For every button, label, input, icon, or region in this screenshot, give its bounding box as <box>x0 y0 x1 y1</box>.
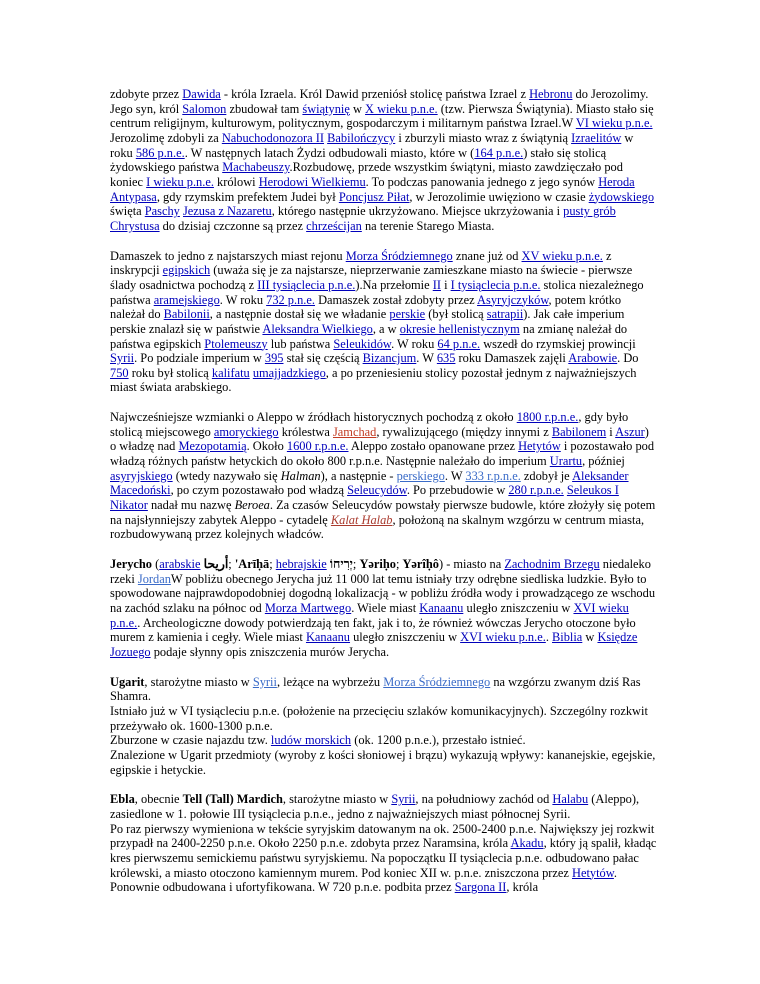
text-run: , króla <box>506 880 539 895</box>
link-perskie[interactable]: perskie <box>389 307 426 322</box>
text-run: roku był stolicą <box>128 365 212 380</box>
text-run: Jerozolimę zdobyli za <box>110 130 222 145</box>
text-run: . W następnych latach Żydzi odbudowali miasto, które w ( <box>184 145 475 160</box>
text-run: do Jerozolimy. Jego syn, król <box>110 87 649 116</box>
text-run: Znalezione w Ugarit przedmioty (wyroby z kości słoniowej i brązu) wykazują wpływy: kananejskie, egejskie, egipskie i hetyckie. <box>110 747 656 777</box>
paragraph-jericho <box>110 557 657 660</box>
link-i-wieku-p-n-e[interactable]: I wieku p.n.e. <box>146 174 214 189</box>
text-run: nadał mu nazwę <box>147 498 235 513</box>
text-run: w roku <box>110 130 634 160</box>
link-164-p-n-e[interactable]: 164 p.n.e. <box>474 145 524 160</box>
link-pusty-gr-b[interactable]: pusty grób <box>563 204 616 219</box>
text-run: , który ją spalił, kładąc kres pierwszemu semickiemu państwu syryjskiemu. Na popoczątku II tysiąclecia p.n.e. odbudowano pałac królewski, a miasto otoczono kamiennym murem. Pod koniec XII w. p.n.e. zniszczona przez <box>110 836 657 880</box>
link-i-tysi-clecia-p-n-e[interactable]: I tysiąclecia p.n.e. <box>450 277 541 292</box>
text-run: ; <box>228 557 235 572</box>
link-xv-wieku-p-n-e[interactable]: XV wieku p.n.e. <box>521 248 603 263</box>
text-run: , w Jerozolimie uwięziono w czasie <box>409 189 589 204</box>
link-akadu[interactable]: Akadu <box>510 836 544 851</box>
text-run: stolica niezależnego państwa <box>110 277 644 307</box>
text-run: królestwa <box>278 424 333 439</box>
text-run: (uważa się je za najstarsze, nieprzerwanie zamieszkane miasto na świecie - pierwsze ślady osadnictwa pochodzą z <box>110 263 633 292</box>
text-run: Aleppo zostało opanowane przez <box>348 439 519 454</box>
text-run: Damaszek to jedno z najstarszych miast rejonu <box>110 248 346 263</box>
paragraph-jerusalem <box>110 87 657 234</box>
link-kalat-halab[interactable]: Kalat Halab <box>330 512 393 527</box>
link-ii[interactable]: II <box>432 277 441 292</box>
link-satrapii[interactable]: satrapii <box>486 307 524 322</box>
text-run: święta <box>110 204 145 219</box>
text-run: Jerycho <box>110 557 152 572</box>
text-run: uległo zniszczeniu w <box>350 630 461 645</box>
text-run: Najwcześniejsze wzmianki o Aleppo w źródłach historycznych pochodzą z około <box>110 410 517 425</box>
text-run: w <box>582 630 598 645</box>
link-jezusa-z-nazaretu[interactable]: Jezusa z Nazaretu <box>182 204 272 219</box>
text-run: i <box>606 424 616 439</box>
link-395[interactable]: 395 <box>264 351 284 366</box>
text-run: ) stało się stolicą żydowskiego państwa <box>110 145 607 175</box>
paragraph-ebla <box>110 792 657 895</box>
text-run: zdobył je <box>520 468 573 483</box>
link-syrii[interactable]: Syrii <box>110 351 135 366</box>
text-run: , po czym pozostawało pod władzą <box>170 483 348 498</box>
text-run: podaje słynny opis zniszczenia murów Jerycha. <box>150 644 390 659</box>
link-asyryjskiego[interactable]: asyryjskiego <box>110 468 173 483</box>
text-run: . Wiele miast <box>351 601 420 615</box>
text-run: , a następnie dostał się we władanie <box>209 307 390 322</box>
text-run: do dzisiaj czczonne są przez <box>159 218 307 233</box>
link-kanaanu[interactable]: Kanaanu <box>305 630 351 645</box>
link-wi-tyni[interactable]: świątynię <box>302 101 350 116</box>
text-run: Beroea <box>234 498 270 513</box>
text-run: w <box>349 101 366 116</box>
text-run: znane już od <box>452 248 522 263</box>
link-bizancjum[interactable]: Bizancjum <box>362 351 417 366</box>
text-run: ).Na przełomie <box>355 277 433 292</box>
link-morza-martwego[interactable]: Morza Martwego <box>264 601 352 615</box>
link-poncjusz-pi-at[interactable]: Poncjusz Piłat <box>338 189 410 204</box>
link-aramejskiego[interactable]: aramejskiego <box>153 292 220 307</box>
link-aszur[interactable]: Aszur <box>615 424 645 439</box>
link-750[interactable]: 750 <box>110 365 129 380</box>
link-hetyt-w[interactable]: Hetytów <box>518 439 561 454</box>
text-run: (ok. 1200 p.n.e.), przestało istnieć. <box>351 733 526 748</box>
link-mezopotami[interactable]: Mezopotamią <box>178 439 247 454</box>
text-run: Ebla <box>110 792 135 807</box>
text-run: , starożytne miasto w <box>282 792 392 807</box>
text-run: Yərîḥô <box>402 557 439 572</box>
text-run: niedaleko rzeki <box>110 557 651 586</box>
text-run: W pobliżu obecnego Jerycha już 11 000 lat temu istniały trzy odrębne siedliska ludzkie. Było to spowodowane najprawdopodobniej dogodną lokalizacją - w pobliżu źródła wody i prowadzącego ze wschodu na zachód szlaku na północ od <box>110 571 656 615</box>
link-1600-r-p-n-e[interactable]: 1600 r.p.n.e. <box>286 439 349 454</box>
text-run: , na południowy zachód od <box>415 792 553 807</box>
text-run: zdobyte przez <box>110 87 183 101</box>
text-run: , położoną na skalnym wzgórzu w centrum miasta, rozbudowywaną przez kolejnych władców. <box>110 512 645 542</box>
text-run: , starożytne miasto w <box>144 674 253 689</box>
text-run: wszedł do rzymskiej prowincji <box>480 336 636 351</box>
link-iii-tysi-clecia-p-n-e[interactable]: III tysiąclecia p.n.e. <box>257 277 356 292</box>
text-run: أريحا <box>203 557 229 572</box>
text-run: ; <box>395 557 403 572</box>
link-586-p-n-e[interactable]: 586 p.n.e. <box>135 145 185 160</box>
text-run: Istniało już w VI tysiącleciu p.n.e. (położenie na przecięciu szlaków komunikacyjnych). Szczególny rozkwit przeżywało ok. 1600-1300 p.n.e. <box>110 703 648 733</box>
text-run: ; <box>352 557 360 572</box>
text-run: (tzw. Pierwsza Świątynia). Miasto stało się centrum religijnym, kulturowym, politycznym, gospodarczym i militarnym państwa Izrael.W <box>110 101 654 131</box>
text-run: z inskrypcji <box>110 248 612 278</box>
link-paschy[interactable]: Paschy <box>144 204 180 219</box>
text-run: ( <box>151 557 160 572</box>
text-run: Halman <box>280 468 321 483</box>
link-732-p-n-e[interactable]: 732 p.n.e. <box>266 292 315 307</box>
text-run: , gdy było stolicą miejscowego <box>110 410 629 439</box>
text-run: ; <box>269 557 276 572</box>
link-lud-w-morskich[interactable]: ludów morskich <box>270 733 352 748</box>
text-run: (Aleppo), zasiedlone w 1. połowie III tysiąclecia p.n.e., jedno z najważniejszych miast północnej Syrii. <box>110 792 640 821</box>
text-run: Zburzone w czasie najazdu tzw. <box>110 733 271 748</box>
link-syrii[interactable]: Syrii <box>252 674 277 689</box>
link-arabowie[interactable]: Arabowie <box>568 351 618 366</box>
text-run: Yəriḥo <box>359 557 396 572</box>
link-ksi-dze-jozuego[interactable]: Księdze Jozuego <box>110 630 638 659</box>
paragraph-aleppo <box>110 410 657 542</box>
link-xvi-wieku-p-n-e[interactable]: XVI wieku p.n.e. <box>460 630 546 645</box>
link-ydowskiego[interactable]: żydowskiego <box>588 189 655 204</box>
paragraph-ugarit <box>110 675 657 778</box>
text-run: zbudował tam <box>226 101 303 116</box>
link-chrze-cijan[interactable]: chrześcijan <box>306 218 362 233</box>
link-aleksandra-wielkiego[interactable]: Aleksandra Wielkiego <box>262 321 373 336</box>
text-run: Tell (Tall) Mardich <box>182 792 283 807</box>
link-perskiego[interactable]: perskiego <box>396 468 445 483</box>
link-jordan[interactable]: Jordan <box>137 571 171 586</box>
link-machabeuszy[interactable]: Machabeuszy <box>222 160 290 175</box>
text-run: , obecnie <box>134 792 183 807</box>
text-run: (wtedy nazywało się <box>172 468 281 483</box>
document-text-content <box>110 87 657 895</box>
link-morza-r-dziemnego[interactable]: Morza Śródziemnego <box>383 674 491 689</box>
link-635[interactable]: 635 <box>436 351 456 366</box>
text-run: uległo zniszczeniu w <box>463 601 574 615</box>
text-run: na terenie Starego Miasta. <box>361 218 495 233</box>
text-run: . Do <box>617 351 639 366</box>
text-run: 'Arīḥā <box>234 557 270 572</box>
link-okresie-hellenistycznym[interactable]: okresie hellenistycznym <box>399 321 520 336</box>
link-zachodnim-brzegu[interactable]: Zachodnim Brzegu <box>504 557 600 572</box>
link-seleucyd-w[interactable]: Seleucydów <box>347 483 407 498</box>
link-333-r-p-n-e[interactable]: 333 r.p.n.e. <box>465 468 521 483</box>
link-64-p-n-e[interactable]: 64 p.n.e. <box>437 336 481 351</box>
text-run: na zmianę należał do państwa egipskich <box>110 321 628 351</box>
link-nabuchodonozora-ii[interactable]: Nabuchodonozora II <box>221 130 325 145</box>
text-run: , później <box>582 454 625 469</box>
link-x-wieku-p-n-e[interactable]: X wieku p.n.e. <box>365 101 438 116</box>
text-run: . <box>545 630 553 645</box>
link-babilo-czycy[interactable]: Babilończycy <box>327 130 396 145</box>
text-run: Damaszek został zdobyty przez <box>315 292 478 307</box>
link-izraelit-w[interactable]: Izraelitów <box>571 130 622 145</box>
text-run: Ugarit <box>110 674 145 689</box>
text-run: , potem krótko należał do <box>110 292 622 322</box>
link-umajjadzkiego[interactable]: umajjadzkiego <box>252 365 326 380</box>
text-run: . Archeologiczne dowody potwierdzają ten fakt, jak i to, że również wówczas Jerycho otoczone było murem z kamienia i cegły. Wiele miast <box>110 615 636 645</box>
link-dawida[interactable]: Dawida <box>182 87 221 101</box>
link-aleksander-macedo-ski[interactable]: Aleksander Macedoński <box>110 468 629 498</box>
link-chrystusa[interactable]: Chrystusa <box>110 218 160 233</box>
text-run: . W <box>444 468 466 483</box>
text-run: , którego następnie ukrzyżowano. Miejsce ukrzyżowania i <box>271 204 564 219</box>
link-hebronu[interactable]: Hebronu <box>529 87 573 101</box>
text-run: ). Jak całe imperium perskie znalazł się w państwie <box>110 307 625 336</box>
text-run: , gdy rzymskim prefektem Judei był <box>156 189 339 204</box>
text-run: ), a następnie - <box>320 468 397 483</box>
link-hetyt-w[interactable]: Hetytów <box>572 865 614 880</box>
link-280-r-p-n-e[interactable]: 280 r.p.n.e. <box>508 483 564 498</box>
document-page <box>110 87 657 910</box>
text-run: . W roku <box>391 336 438 351</box>
text-run: ) o władzę nad <box>110 424 649 454</box>
link-1800-r-p-n-e[interactable]: 1800 r.p.n.e. <box>516 410 579 425</box>
link-kalifatu[interactable]: kalifatu <box>211 365 250 380</box>
text-run: roku Damaszek zajęli <box>455 351 569 366</box>
link-vi-wieku-p-n-e[interactable]: VI wieku p.n.e. <box>575 116 653 131</box>
text-run: , a po przeniesieniu stolicy pozostał jednym z najważniejszych miast świata arabskiego. <box>110 365 637 395</box>
text-run: i pozostawało pod władzą różnych państw hetyckich do około 800 r.p.n.e. Następnie należało do imperium <box>110 439 655 469</box>
link-jamchad[interactable]: Jamchad <box>332 424 377 439</box>
link-halabu[interactable]: Halabu <box>552 792 589 807</box>
link-asyryjczyk-w[interactable]: Asyryjczyków <box>477 292 549 307</box>
text-run: królowi <box>213 174 259 189</box>
text-run: - króla Izraela. Król Dawid przeniósł stolicę państwa Izrael z <box>220 87 530 101</box>
link-heroda-antypasa[interactable]: Heroda Antypasa <box>110 174 635 204</box>
link-kanaanu[interactable]: Kanaanu <box>419 601 464 615</box>
link-babilonem[interactable]: Babilonem <box>551 424 607 439</box>
text-run: na wzgórzu zwanym dziś Ras Shamra. <box>110 674 641 704</box>
text-run: Po raz pierwszy wymieniona w tekście syryjskim datowanym na ok. 2500-2400 p.n.e. Największy jej rozkwit przypadł na 2400-2250 p.n.e. Około 2250 p.n.e. zdobyta przez Naramsina, króla <box>110 821 655 851</box>
link-egipskich[interactable]: egipskich <box>162 263 211 278</box>
link-babilonii[interactable]: Babilonii <box>163 307 210 322</box>
link-seleukos-i-nikator[interactable]: Seleukos I Nikator <box>110 483 619 513</box>
text-run: (był stolicą <box>425 307 487 322</box>
link-hebrajskie[interactable]: hebrajskie <box>275 557 327 572</box>
link-arabskie[interactable]: arabskie <box>159 557 201 572</box>
text-run: . W roku <box>219 292 267 307</box>
link-ptolemeuszy[interactable]: Ptolemeuszy <box>204 336 268 351</box>
link-seleukid-w[interactable]: Seleukidów <box>333 336 392 351</box>
text-run: . Ponownie odbudowana i ufortyfikowana. W 720 p.n.e. podbita przez <box>110 865 617 895</box>
text-run: , a w <box>372 321 400 336</box>
text-run: . Po podziale imperium w <box>134 351 265 366</box>
text-run: . Około <box>246 439 287 454</box>
text-run: .Rozbudowę, przede wszystkim świątyni, miasto zawdzięczało pod koniec <box>110 160 623 189</box>
text-run: , leżące na wybrzeżu <box>276 674 384 689</box>
text-run: ) - miasto na <box>438 557 505 572</box>
text-run: . To podczas panowania jednego z jego synów <box>365 174 599 189</box>
link-morza-r-dziemnego[interactable]: Morza Śródziemnego <box>345 248 453 263</box>
link-syrii[interactable]: Syrii <box>391 792 416 807</box>
text-run: i <box>440 277 451 292</box>
link-biblia[interactable]: Biblia <box>552 630 583 645</box>
text-run: lub państwa <box>267 336 334 351</box>
link-urartu[interactable]: Urartu <box>549 454 583 469</box>
link-salomon[interactable]: Salomon <box>182 101 227 116</box>
link-herodowi-wielkiemu[interactable]: Herodowi Wielkiemu <box>258 174 366 189</box>
link-xvi-wieku-p-n-e[interactable]: XVI wieku p.n.e. <box>110 601 629 630</box>
link-amoryckiego[interactable]: amoryckiego <box>213 424 279 439</box>
paragraph-damascus <box>110 249 657 396</box>
text-run: יְרִיחוֹ <box>329 557 353 572</box>
text-run: . W <box>416 351 437 366</box>
text-run: . Za czasów Seleucydów powstały pierwsze budowle, które złożyły się potem na najsłynniejszy zabytek Aleppo - cytadelę <box>110 498 656 527</box>
text-run: . Po przebudowie w <box>406 483 509 498</box>
text-run: stał się częścią <box>283 351 363 366</box>
text-run: i zburzyli miasto wraz z świątynią <box>395 130 572 145</box>
link-sargona-ii[interactable]: Sargona II <box>454 880 507 895</box>
text-run: , rywalizującego (między innymi z <box>376 424 552 439</box>
